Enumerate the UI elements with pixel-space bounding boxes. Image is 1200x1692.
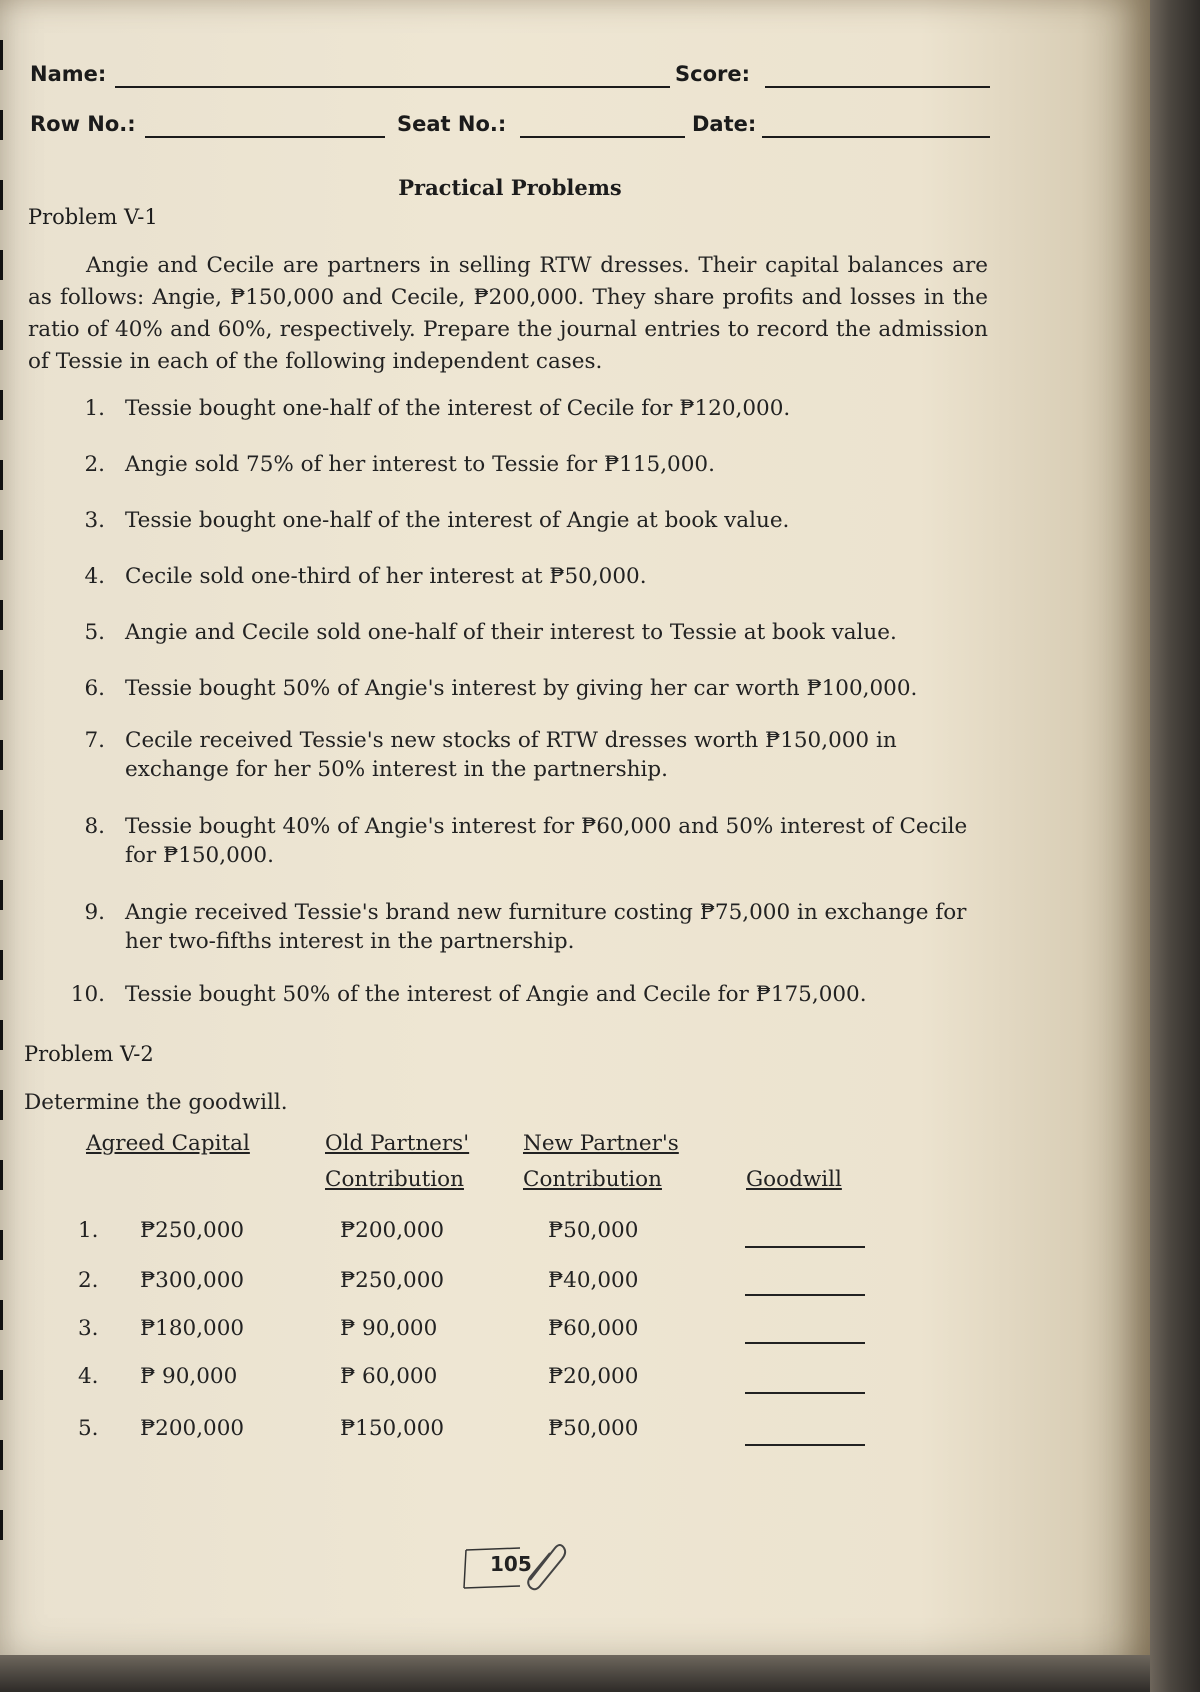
page-number-badge [460, 1540, 570, 1596]
book-spine-shadow [1150, 0, 1200, 1692]
list-item: 6. Tessie bought 50% of Angie's interest by giving her car worth ₱100,000. [84, 676, 918, 701]
list-item: 9. Angie received Tessie's brand new furniture costing ₱75,000 in exchange for her two-fifths interest in the partnership. [84, 900, 967, 954]
page-number: 105 [490, 1552, 532, 1576]
column-header-agreed-capital: Agreed Capital [86, 1131, 250, 1156]
column-header-new-partner-line2: Contribution [523, 1167, 662, 1192]
score-label: Score: [675, 62, 750, 86]
seat-field-line[interactable] [520, 136, 685, 138]
name-label: Name: [30, 62, 107, 86]
bottom-edge-shadow [0, 1655, 1150, 1692]
goodwill-answer-blank[interactable] [745, 1246, 865, 1248]
goodwill-answer-blank[interactable] [745, 1342, 865, 1344]
row-field-line[interactable] [145, 136, 385, 138]
list-item: 4. Cecile sold one-third of her interest at ₱50,000. [84, 564, 647, 589]
binding-marks [0, 40, 3, 1540]
list-item: 3. Tessie bought one-half of the interest of Angie at book value. [84, 508, 790, 533]
goodwill-answer-blank[interactable] [745, 1392, 865, 1394]
section-title: Practical Problems [398, 175, 622, 200]
name-field-line[interactable] [115, 86, 670, 88]
list-item: 2. Angie sold 75% of her interest to Tessie for ₱115,000. [84, 452, 715, 477]
workbook-page: Name: Score: Row No.: Seat No.: Date: Practical Problems Problem V-1 Angie and Cecile are partners in selling RTW dresses. Their capital balances are as follows: Angie, ₱150,000 and Cecile, ₱200,000. They share profits and losses in the ratio of 40% and 60%, respectively. Prepare the journal entries to record the admission of Tessie in each of the following independent cases. 1. Tessie bought one-half of the interest of Cecile for ₱120,000. 2. Angie sold 75% of her interest to Tessie for ₱115,000. 3. Tessie bought one-half of the interest of Angie at book value. 4. Cecile sold one-third of her interest at ₱50,000. 5. Angie and Cecile sold one-half of their interest to Tessie at book value. 6. Tessie bought 50% of Angie's interest by giving her car worth ₱100,000. 7. Cecile received Tessie's new stocks of RTW dresses worth ₱150,000 in exchange for her 50% interest in the partnership. 8. Tessie bought 40% of Angie's interest for ₱60,000 and 50% interest of Cecile for ₱150,000. 9. Angie received Tessie's brand new furniture costing ₱75,000 in exchange for her two-fifths interest in the partnership. 10. Tessie bought 50% of the interest of Angie and Cecile for ₱175,000. Problem V-2 Determine the goodwill. Agreed Capital Old Partners' Contribution New Partner's Contribution Goodwill 1. ₱250,000 ₱200,000 ₱50,000 2. ₱300,000 ₱250,000 ₱40,000 3. ₱180,000 ₱ 90,000 ₱60,000 4. ₱ 90,000 ₱ 60,000 ₱20,000 5. ₱200,000 ₱150,000 ₱50,000 105 [0, 0, 1150, 1692]
list-item: 10. Tessie bought 50% of the interest of Angie and Cecile for ₱175,000. [70, 982, 867, 1007]
problem-2-heading: Problem V-2 [24, 1042, 154, 1066]
seat-label: Seat No.: [397, 112, 507, 136]
score-field-line[interactable] [765, 86, 990, 88]
goodwill-answer-blank[interactable] [745, 1294, 865, 1296]
list-item: 8. Tessie bought 40% of Angie's interest for ₱60,000 and 50% interest of Cecile for ₱150,000. [84, 814, 968, 868]
column-header-goodwill: Goodwill [746, 1167, 842, 1192]
date-label: Date: [692, 112, 757, 136]
list-item: 7. Cecile received Tessie's new stocks of RTW dresses worth ₱150,000 in exchange for her 50% interest in the partnership. [84, 728, 897, 782]
row-label: Row No.: [30, 112, 136, 136]
column-header-old-partners-line1: Old Partners' [325, 1131, 470, 1156]
problem-1-heading: Problem V-1 [28, 205, 158, 229]
column-header-new-partner-line1: New Partner's [523, 1131, 679, 1156]
list-item: 1. Tessie bought one-half of the interest of Cecile for ₱120,000. [84, 396, 791, 421]
problem-2-instruction: Determine the goodwill. [24, 1090, 288, 1115]
column-header-old-partners-line2: Contribution [325, 1167, 464, 1192]
goodwill-answer-blank[interactable] [745, 1444, 865, 1446]
problem-1-paragraph: Angie and Cecile are partners in selling RTW dresses. Their capital balances are as follows: Angie, ₱150,000 and Cecile, ₱200,000. They share profits and losses in the ratio of 40% and 60%, respectively. Prepare the journal entries to record the admission of Tessie in each of the following independent cases. [28, 253, 988, 374]
date-field-line[interactable] [762, 136, 990, 138]
list-item: 5. Angie and Cecile sold one-half of their interest to Tessie at book value. [84, 620, 897, 645]
